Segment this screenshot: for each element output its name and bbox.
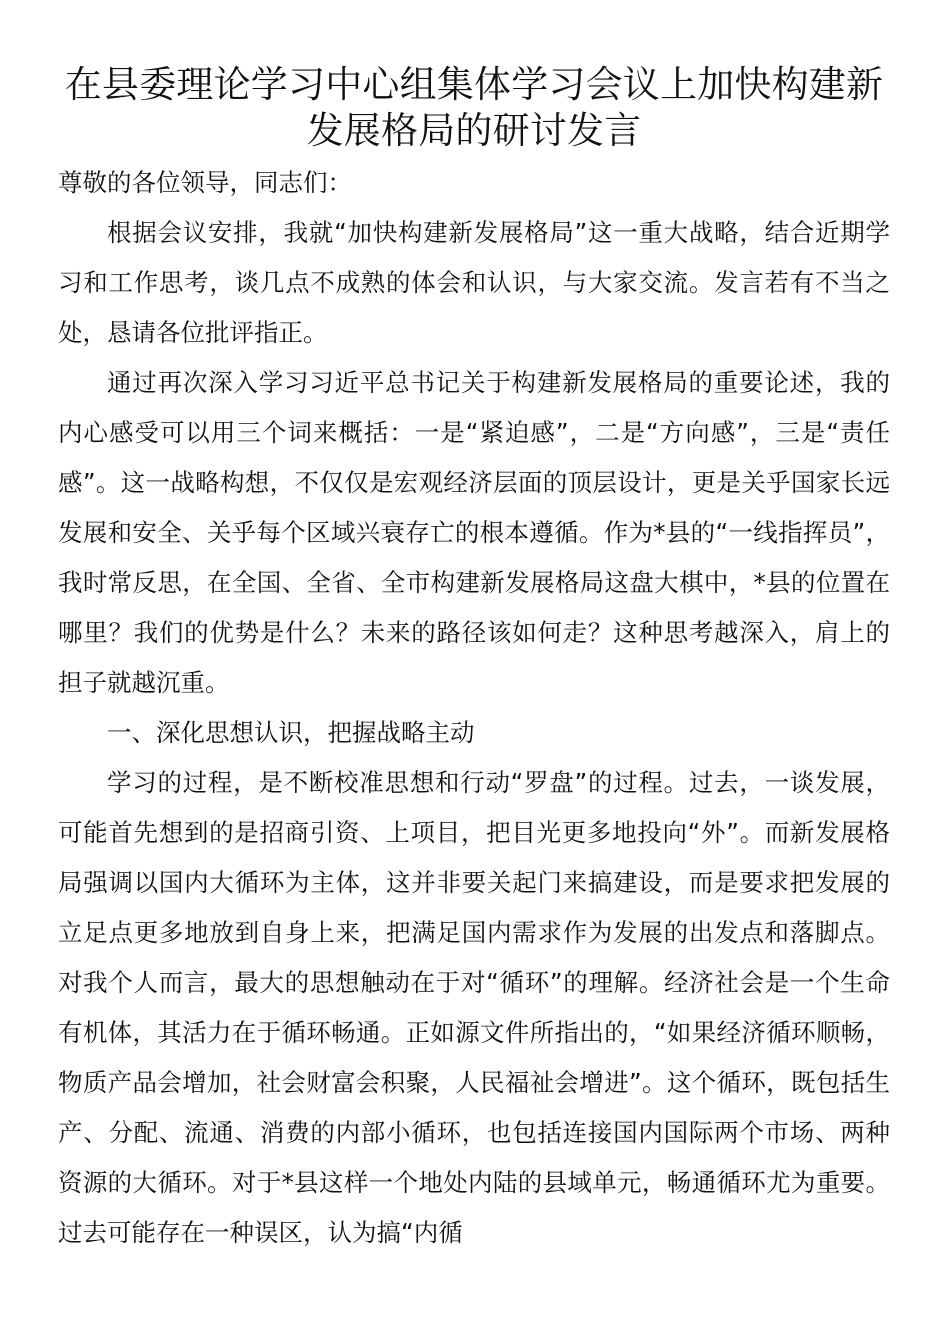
document-title: 在县委理论学习中心组集体学习会议上加快构建新发展格局的研讨发言 [64, 63, 884, 152]
paragraph-reflection: 通过再次深入学习习近平总书记关于构建新发展格局的重要论述，我的内心感受可以用三个词来概括：一是“紧迫感”，二是“方向感”，三是“责任感”。这一战略构想，不仅仅是宏观经济层面的顶层设计，更是关乎国家长远发展和安全、关乎每个区域兴衰存亡的根本遵循。作为*县的“一线指挥员”，我时常反思，在全国、全省、全市构建新发展格局这盘大棋中，*县的位置在哪里？我们的优势是什么？未来的路径该如何走？这种思考越深入，肩上的担子就越沉重。 [58, 368, 890, 697]
section-heading: 一、深化思想认识，把握战略主动 [107, 718, 475, 747]
paragraph-section-one: 学习的过程，是不断校准思想和行动“罗盘”的过程。过去，一谈发展，可能首先想到的是招商引资、上项目，把目光更多地投向“外”。而新发展格局强调以国内大循环为主体，这并非要关起门来搞建设，而是要求把发展的立足点更多地放到自身上来，把满足国内需求作为发展的出发点和落脚点。对我个人而言，最大的思想触动在于对“循环”的理解。经济社会是一个生命有机体，其活力在于循环畅通。正如源文件所指出的，“如果经济循环顺畅，物质产品会增加，社会财富会积聚，人民福祉会增进”。这个循环，既包括生产、分配、流通、消费的内部小循环，也包括连接国内国际两个市场、两种资源的大循环。对于*县这样一个地处内陆的县域单元，畅通循环尤为重要。过去可能存在一种误区，认为搞“内循 [58, 768, 890, 1247]
paragraph-intro: 根据会议安排，我就“加快构建新发展格局”这一重大战略，结合近期学习和工作思考，谈几点不成熟的体会和认识，与大家交流。发言若有不当之处，恳请各位批评指正。 [58, 218, 890, 347]
salutation: 尊敬的各位领导，同志们： [58, 168, 352, 197]
